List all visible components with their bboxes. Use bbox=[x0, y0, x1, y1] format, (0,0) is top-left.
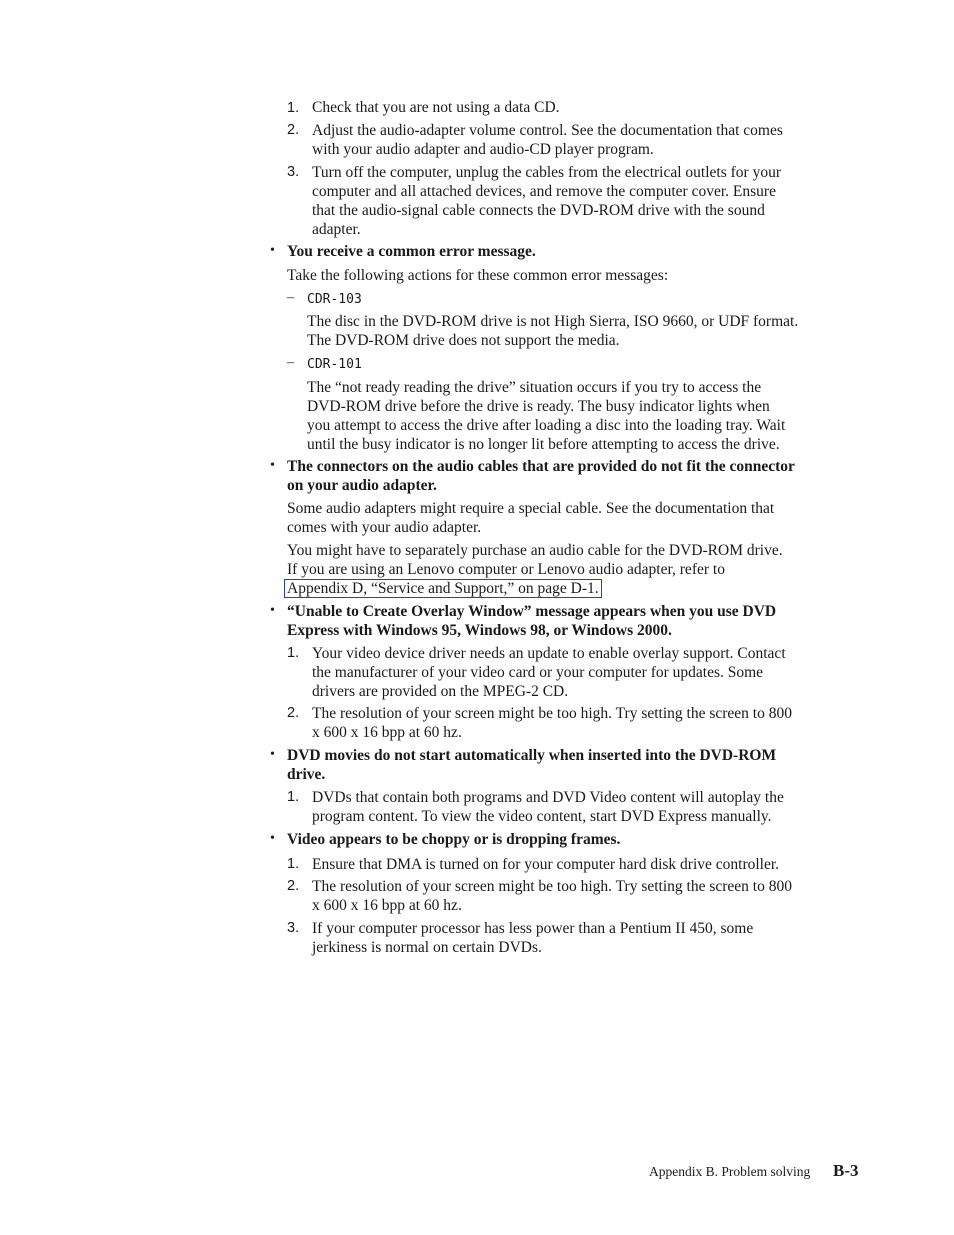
paragraph: The “not ready reading the drive” situation occurs if you try to access the DVD-ROM drive before the drive is ready. The busy indicator lights when you attempt to access the drive after loading a disc into the loading tray. Wait until the busy indicator is no longer lit before attempting to access the drive. bbox=[307, 379, 786, 453]
list-item-text: If your computer processor has less power than a Pentium II 450, some jerkiness is normal on certain DVDs. bbox=[312, 920, 754, 956]
bullet: • bbox=[270, 831, 275, 846]
list-number: 1. bbox=[287, 645, 300, 661]
bullet: • bbox=[270, 603, 275, 618]
appendix-d-link[interactable]: Appendix D, “Service and Support,” on page D-1. bbox=[284, 579, 602, 598]
dash-marker: – bbox=[287, 355, 294, 370]
bullet: • bbox=[270, 458, 275, 473]
section-heading: The connectors on the audio cables that are provided do not fit the connector on your audio adapter. bbox=[287, 458, 795, 494]
bullet: • bbox=[270, 243, 275, 258]
paragraph: The disc in the DVD-ROM drive is not High Sierra, ISO 9660, or UDF format. The DVD-ROM drive does not support the media. bbox=[307, 313, 799, 349]
page-number: B-3 bbox=[833, 1161, 859, 1180]
footer-section-title: Appendix B. Problem solving bbox=[649, 1164, 811, 1179]
list-item-text: The resolution of your screen might be too high. Try setting the screen to 800 x 600 x 16 bpp at 60 hz. bbox=[312, 705, 792, 741]
list-number: 2. bbox=[287, 705, 300, 721]
paragraph: Take the following actions for these common error messages: bbox=[287, 267, 669, 284]
list-item-text: Your video device driver needs an update to enable overlay support. Contact the manufacturer of your video card or your computer for updates. Some drivers are provided on the MPEG-2 CD. bbox=[312, 645, 786, 700]
error-code: CDR-103 bbox=[307, 292, 362, 307]
paragraph: You might have to separately purchase an audio cable for the DVD-ROM drive. If you are using an Lenovo computer or Lenovo audio adapter, refer to bbox=[287, 542, 783, 578]
list-number: 1. bbox=[287, 789, 300, 805]
dash-marker: – bbox=[287, 290, 294, 305]
section-heading: Video appears to be choppy or is dropping frames. bbox=[287, 831, 621, 848]
list-item-text: DVDs that contain both programs and DVD Video content will autoplay the program content. To view the video content, start DVD Express manually. bbox=[312, 789, 784, 825]
error-code: CDR-101 bbox=[307, 357, 362, 372]
paragraph: Some audio adapters might require a special cable. See the documentation that comes with your audio adapter. bbox=[287, 500, 775, 536]
section-heading: DVD movies do not start automatically when inserted into the DVD-ROM drive. bbox=[287, 747, 777, 783]
list-item-text: The resolution of your screen might be too high. Try setting the screen to 800 x 600 x 16 bpp at 60 hz. bbox=[312, 878, 792, 914]
list-number: 3. bbox=[287, 920, 300, 936]
list-number: 2. bbox=[287, 122, 300, 138]
list-number: 1. bbox=[287, 856, 300, 872]
list-item-text: Check that you are not using a data CD. bbox=[312, 99, 560, 116]
bullet: • bbox=[270, 747, 275, 762]
list-item-text: Adjust the audio-adapter volume control. See the documentation that comes with your audio adapter and audio-CD player program. bbox=[312, 122, 783, 158]
list-number: 3. bbox=[287, 164, 300, 180]
section-heading: You receive a common error message. bbox=[287, 243, 536, 260]
list-number: 1. bbox=[287, 100, 300, 116]
list-item-text: Ensure that DMA is turned on for your computer hard disk drive controller. bbox=[312, 856, 780, 873]
list-item-text: Turn off the computer, unplug the cables from the electrical outlets for your computer and all attached devices, and remove the computer cover. Ensure that the audio-signal cable connects the DVD-ROM drive with the sound adapter. bbox=[312, 164, 781, 238]
list-number: 2. bbox=[287, 878, 300, 894]
section-heading: “Unable to Create Overlay Window” message appears when you use DVD Express with Windows 95, Windows 98, or Windows 2000. bbox=[287, 603, 777, 639]
